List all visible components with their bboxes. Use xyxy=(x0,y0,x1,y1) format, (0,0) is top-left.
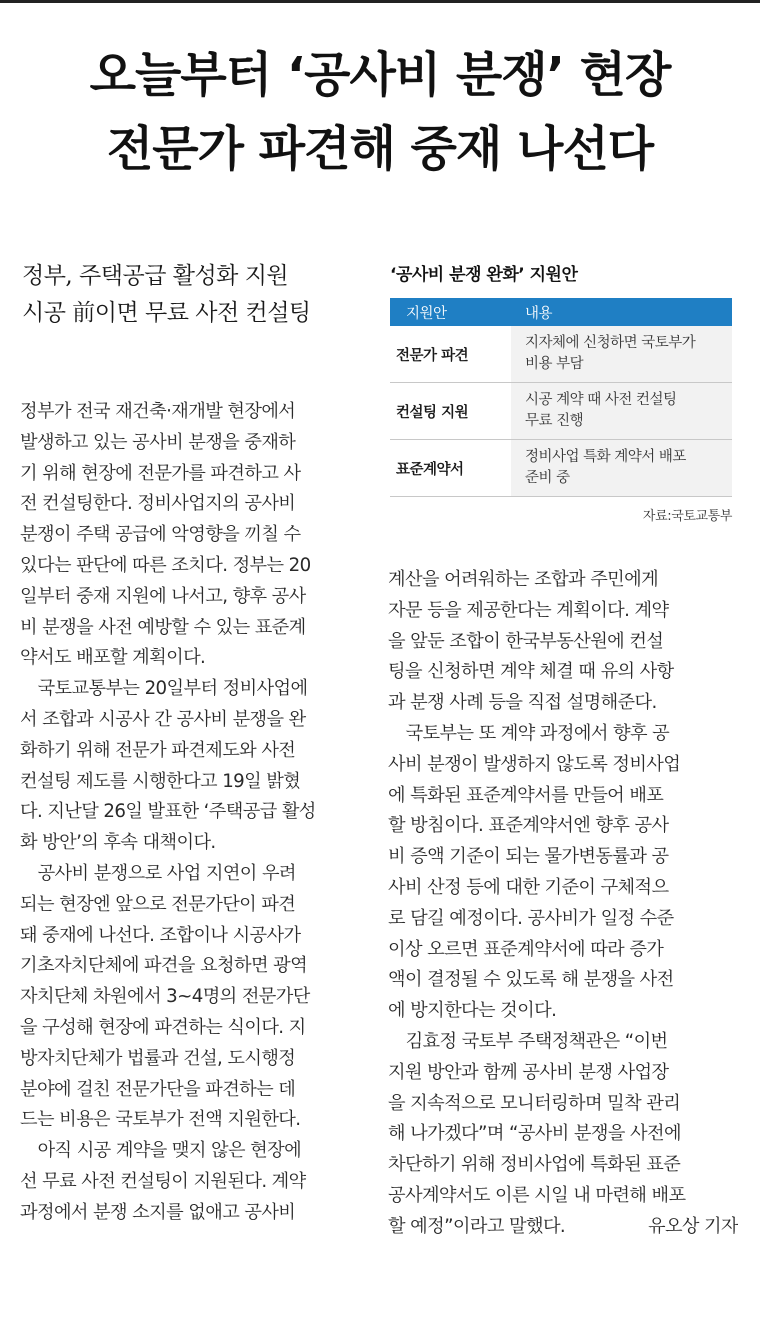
article-line: 액이 결정될 수 있도록 해 분쟁을 사전 xyxy=(388,969,674,991)
article-line: 사비 분쟁이 발생하지 않도록 정비사업 xyxy=(388,753,681,775)
article-line: 로 담길 예정이다. 공사비가 일정 수준 xyxy=(388,907,674,929)
article-line: 약서도 배포할 계획이다. xyxy=(20,647,206,669)
headline-line-2: 전문가 파견해 중재 나선다 xyxy=(106,121,654,177)
table-source: 자료:국토교통부 xyxy=(642,509,732,524)
table-row-key: 전문가 파견 xyxy=(390,326,511,383)
table-row xyxy=(390,326,732,383)
article-line: 을 앞둔 조합이 한국부동산원에 컨설 xyxy=(388,630,664,652)
article-line: 을 구성해 현장에 파견하는 식이다. 지 xyxy=(20,1016,306,1038)
headline-line-1: 오늘부터 ‘공사비 분쟁’ 현장 xyxy=(89,47,671,103)
article-line: 발생하고 있는 공사비 분쟁을 중재하 xyxy=(20,431,296,453)
article-body-right-column xyxy=(388,565,738,1243)
table-row xyxy=(390,440,732,497)
subheadline xyxy=(22,258,372,332)
table-row-key: 표준계약서 xyxy=(390,440,511,497)
article-last-line xyxy=(388,1212,738,1243)
article-line: 공사계약서도 이른 시일 내 마련해 배포 xyxy=(388,1184,686,1206)
article-line: 국토부는 또 계약 과정에서 향후 공 xyxy=(388,722,670,744)
subheadline-line-2: 시공 前이면 무료 사전 컨설팅 xyxy=(22,300,311,326)
top-rule xyxy=(0,0,760,3)
table-row-value xyxy=(511,383,732,440)
article-line: 자문 등을 제공한다는 계획이다. 계약 xyxy=(388,599,669,621)
table-row-value-line: 정비사업 특화 계약서 배포 xyxy=(525,449,686,465)
article-line: 분쟁이 주택 공급에 악영향을 끼칠 수 xyxy=(20,524,301,546)
article-line: 에 특화된 표준계약서를 만들어 배포 xyxy=(388,784,664,806)
article-line: 컨설팅 제도를 시행한다고 19일 밝혔 xyxy=(20,770,301,792)
article-line: 되는 현장엔 앞으로 전문가단이 파견 xyxy=(20,893,296,915)
table-row-value-line: 준비 중 xyxy=(525,470,570,486)
article-body-left-column xyxy=(20,397,366,1229)
article-line: 정부가 전국 재건축·재개발 현장에서 xyxy=(20,401,296,422)
article-line: 해 나가겠다”며 “공사비 분쟁을 사전에 xyxy=(388,1123,681,1145)
article-line: 기초자치단체에 파견을 요청하면 광역 xyxy=(20,955,308,977)
byline: 유오상 기자 xyxy=(647,1215,738,1237)
article-line: 김효정 국토부 주택정책관은 “이번 xyxy=(388,1030,668,1052)
article-line: 선 무료 사전 컨설팅이 지원된다. 계약 xyxy=(20,1170,306,1192)
sidebar-title: ‘공사비 분쟁 완화’ 지원안 xyxy=(390,265,578,285)
table-row-value-line: 시공 계약 때 사전 컨설팅 xyxy=(525,392,677,408)
article-line: 화 방안’의 후속 대책이다. xyxy=(20,832,216,854)
table-row-value xyxy=(511,326,732,383)
table-header-cell: 지원안 xyxy=(390,298,511,326)
article-line: 할 방침이다. 표준계약서엔 향후 공사 xyxy=(388,815,669,837)
table-row-value-line: 무료 진행 xyxy=(525,413,584,429)
article-line: 비 분쟁을 사전 예방할 수 있는 표준계 xyxy=(20,616,306,638)
headline xyxy=(0,38,760,186)
article-line: 전 컨설팅한다. 정비사업지의 공사비 xyxy=(20,493,296,515)
article-line: 자치단체 차원에서 3~4명의 전문가단 xyxy=(20,986,310,1008)
table-row-value-line: 지자체에 신청하면 국토부가 xyxy=(525,335,696,351)
support-plan-table xyxy=(390,298,732,497)
article-line: 분야에 걸친 전문가단을 파견하는 데 xyxy=(20,1078,296,1100)
article-line: 을 지속적으로 모니터링하며 밀착 관리 xyxy=(388,1092,681,1114)
article-line: 지원 방안과 함께 공사비 분쟁 사업장 xyxy=(388,1061,669,1083)
article-line: 이상 오르면 표준계약서에 따라 증가 xyxy=(388,938,664,960)
article-line: 비 증액 기준이 되는 물가변동률과 공 xyxy=(388,846,669,868)
article-line: 공사비 분쟁으로 사업 지연이 우려 xyxy=(20,862,296,884)
article-line: 돼 중재에 나선다. 조합이나 시공사가 xyxy=(20,924,301,946)
article-line: 국토교통부는 20일부터 정비사업에 xyxy=(20,678,308,700)
article-line: 과 분쟁 사례 등을 직접 설명해준다. xyxy=(388,692,657,714)
article-line: 서 조합과 시공사 간 공사비 분쟁을 완 xyxy=(20,708,306,730)
table-row-key: 컨설팅 지원 xyxy=(390,383,511,440)
subheadline-line-1: 정부, 주택공급 활성화 지원 xyxy=(22,263,289,289)
article-line: 화하기 위해 전문가 파견제도와 사전 xyxy=(20,739,296,761)
article-line: 사비 산정 등에 대한 기준이 구체적으 xyxy=(388,876,669,898)
article-line: 과정에서 분쟁 소지를 없애고 공사비 xyxy=(20,1201,296,1223)
article-line: 계산을 어려워하는 조합과 주민에게 xyxy=(388,569,659,590)
article-line: 할 예정”이라고 말했다. xyxy=(388,1215,566,1237)
table-row-value-line: 비용 부담 xyxy=(525,356,584,372)
table-header-row xyxy=(390,298,732,326)
article-line: 기 위해 현장에 전문가를 파견하고 사 xyxy=(20,462,301,484)
article-line: 일부터 중재 지원에 나서고, 향후 공사 xyxy=(20,585,306,607)
table-row-value xyxy=(511,440,732,497)
article-line: 에 방지한다는 것이다. xyxy=(388,1000,557,1022)
article-line: 아직 시공 계약을 맺지 않은 현장에 xyxy=(20,1140,302,1162)
article-line: 방자치단체가 법률과 건설, 도시행정 xyxy=(20,1047,296,1069)
table-row xyxy=(390,383,732,440)
article-line: 드는 비용은 국토부가 전액 지원한다. xyxy=(20,1109,301,1131)
article-line: 팅을 신청하면 계약 체결 때 유의 사항 xyxy=(388,661,674,683)
table-header-cell: 내용 xyxy=(511,298,732,326)
article-line: 있다는 판단에 따른 조치다. 정부는 20 xyxy=(20,554,311,576)
article-line: 차단하기 위해 정비사업에 특화된 표준 xyxy=(388,1154,681,1176)
article-line: 다. 지난달 26일 발표한 ‘주택공급 활성 xyxy=(20,801,316,823)
